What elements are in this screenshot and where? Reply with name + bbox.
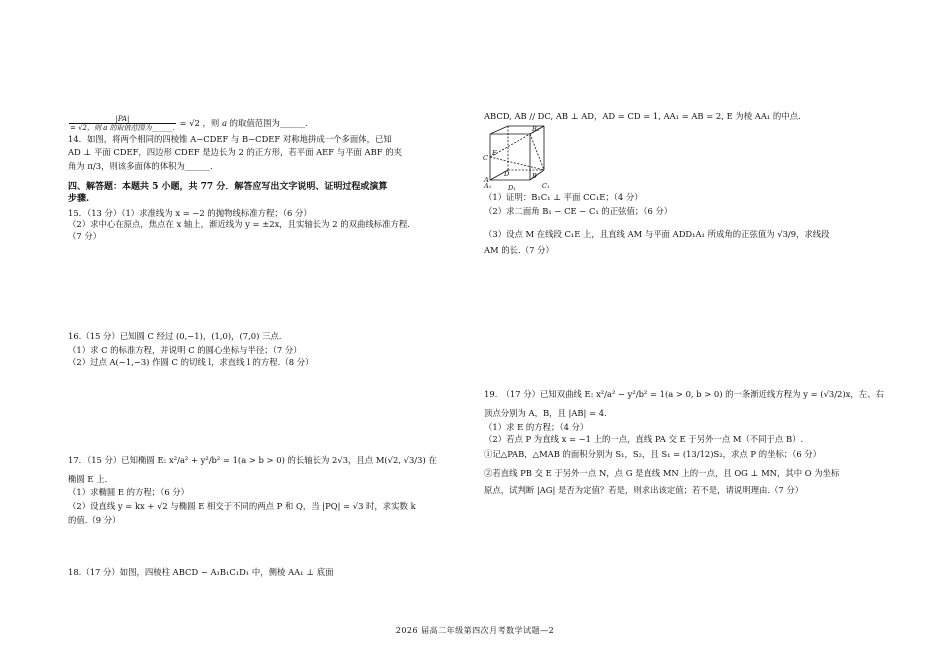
label-A: A bbox=[484, 176, 489, 184]
q18-part1: （1）证明：B₁C₁ ⊥ 平面 CC₁E；（4 分） bbox=[484, 192, 643, 202]
q19-line3: （1）求 E 的方程；（4 分） bbox=[484, 422, 589, 432]
q17-line2: 椭圆 E 上. bbox=[68, 474, 108, 484]
q18-part3b: AM 的长.（7 分） bbox=[484, 245, 554, 255]
q18-line2: ABCD, AB // DC, AB ⊥ AD，AD = CD = 1, AA₁ = AB = 2, E 为棱 AA₁ 的中点. bbox=[484, 111, 801, 121]
q16-line1: 16.（15 分）已知圆 C 经过 (0,−1)，(1,0)，(7,0) 三点. bbox=[68, 331, 282, 341]
section4-heading: 四、解答题：本题共 5 小题，共 77 分．解答应写出文字说明、证明过程或演算 bbox=[68, 182, 388, 192]
q17-line5: 的值.（9 分） bbox=[68, 515, 121, 525]
q19-line7: 原点，试判断 |AG| 是否为定值？若是，则求出该定值；若不是，请说明理由.（7 分） bbox=[484, 485, 804, 495]
q15-line2: （2）求中心在原点，焦点在 x 轴上，渐近线为 y = ±2x，且实轴长为 2 的双曲线标准方程. bbox=[68, 219, 410, 229]
label-A1: A₁ bbox=[484, 182, 492, 190]
label-D1: D₁ bbox=[508, 184, 516, 192]
q14-line1: 14．如图，将两个相同的四棱锥 A−CDEF 与 B−CDEF 对称地拼成一个多面体，已知 bbox=[68, 134, 392, 144]
prism-figure bbox=[482, 122, 562, 192]
q18-part2: （2）求二面角 B₁ − CE − C₁ 的正弦值；（6 分） bbox=[484, 206, 673, 216]
q16-line2: （1）求 C 的标准方程，并说明 C 的圆心坐标与半径；（7 分） bbox=[68, 345, 302, 355]
edge-A1D1 bbox=[490, 126, 508, 134]
q17-line1: 17．（15 分）已知椭圆 E: x²/a² + y²/b² = 1(a > b > 0) 的长轴长为 2√3，且点 M(√2, √3/3) 在 bbox=[68, 455, 437, 465]
segment-B1C bbox=[530, 134, 544, 170]
q19-line5: ①记△PAB，△MAB 的面积分别为 S₁，S₂，且 S₁ = (13/12)S₂，求点 P 的坐标；（6 分） bbox=[484, 449, 822, 459]
q19-line4: （2）若点 P 为直线 x = −1 上的一点，直线 PA 交 E 于另外一点 M（不同于点 B）. bbox=[484, 434, 804, 444]
q15-line1: 15．（13 分）（1）求准线为 x = −2 的抛物线标准方程；（6 分） bbox=[68, 208, 312, 218]
label-B1: B₁ bbox=[532, 125, 540, 133]
q19-line2: 顶点分别为 A，B，且 |AB| = 4. bbox=[484, 408, 607, 418]
q18-part3a: （3）设点 M 在线段 C₁E 上，且直线 AM 与平面 ADD₁A₁ 所成角的正弦值为 √3/9，求线段 bbox=[484, 229, 830, 239]
label-B: B bbox=[532, 172, 537, 180]
q13-tail: $\frac{|PA|}{\text{= √2，则 a 的取值范围为\_\_\_\_\_\_.}}$ = √2 ，则 a 的取值范围为______. bbox=[70, 115, 308, 132]
section4-heading-cont: 步骤. bbox=[68, 194, 90, 204]
q19-line6: ②若直线 PB 交 E 于另外一点 N，点 G 是直线 MN 上的一点，且 OG ⊥ MN，其中 O 为坐标 bbox=[484, 468, 840, 478]
q17-line4: （2）设直线 y = kx + √2 与椭圆 E 相交于不同的两点 P 和 Q，当 |PQ| = √3 时，求实数 k bbox=[68, 501, 416, 511]
q16-line3: （2）过点 A(−1,−3) 作圆 C 的切线 l，求直线 l 的方程.（8 分） bbox=[68, 357, 314, 367]
q18-line1: 18.（17 分）如图，四棱柱 ABCD − A₁B₁C₁D₁ 中，侧棱 AA₁ ⊥ 底面 bbox=[68, 567, 334, 577]
page-footer: 2026 届高二年级第四次月考数学试题—2 bbox=[395, 626, 555, 635]
q17-line3: （1）求椭圆 E 的方程；（6 分） bbox=[68, 487, 190, 497]
q15-line3: （7 分） bbox=[68, 231, 102, 241]
q19-line1: 19. （17 分）已知双曲线 E: x²/a² − y²/b² = 1(a > 0, b > 0) 的一条渐近线方程为 y = (√3/2)x，左、右 bbox=[484, 389, 884, 399]
q14-line3: 角为 π/3，则该多面体的体积为______. bbox=[68, 161, 213, 171]
segment-EC bbox=[490, 157, 544, 170]
q14-line2: AD ⊥ 平面 CDEF，四边形 CDEF 是边长为 2 的正方形，若平面 AEF 与平面 ABF 的夹 bbox=[68, 147, 402, 157]
label-C1: C₁ bbox=[542, 182, 550, 190]
label-D: D bbox=[504, 170, 510, 178]
label-C: C bbox=[483, 154, 488, 162]
label-E: E bbox=[492, 149, 497, 157]
